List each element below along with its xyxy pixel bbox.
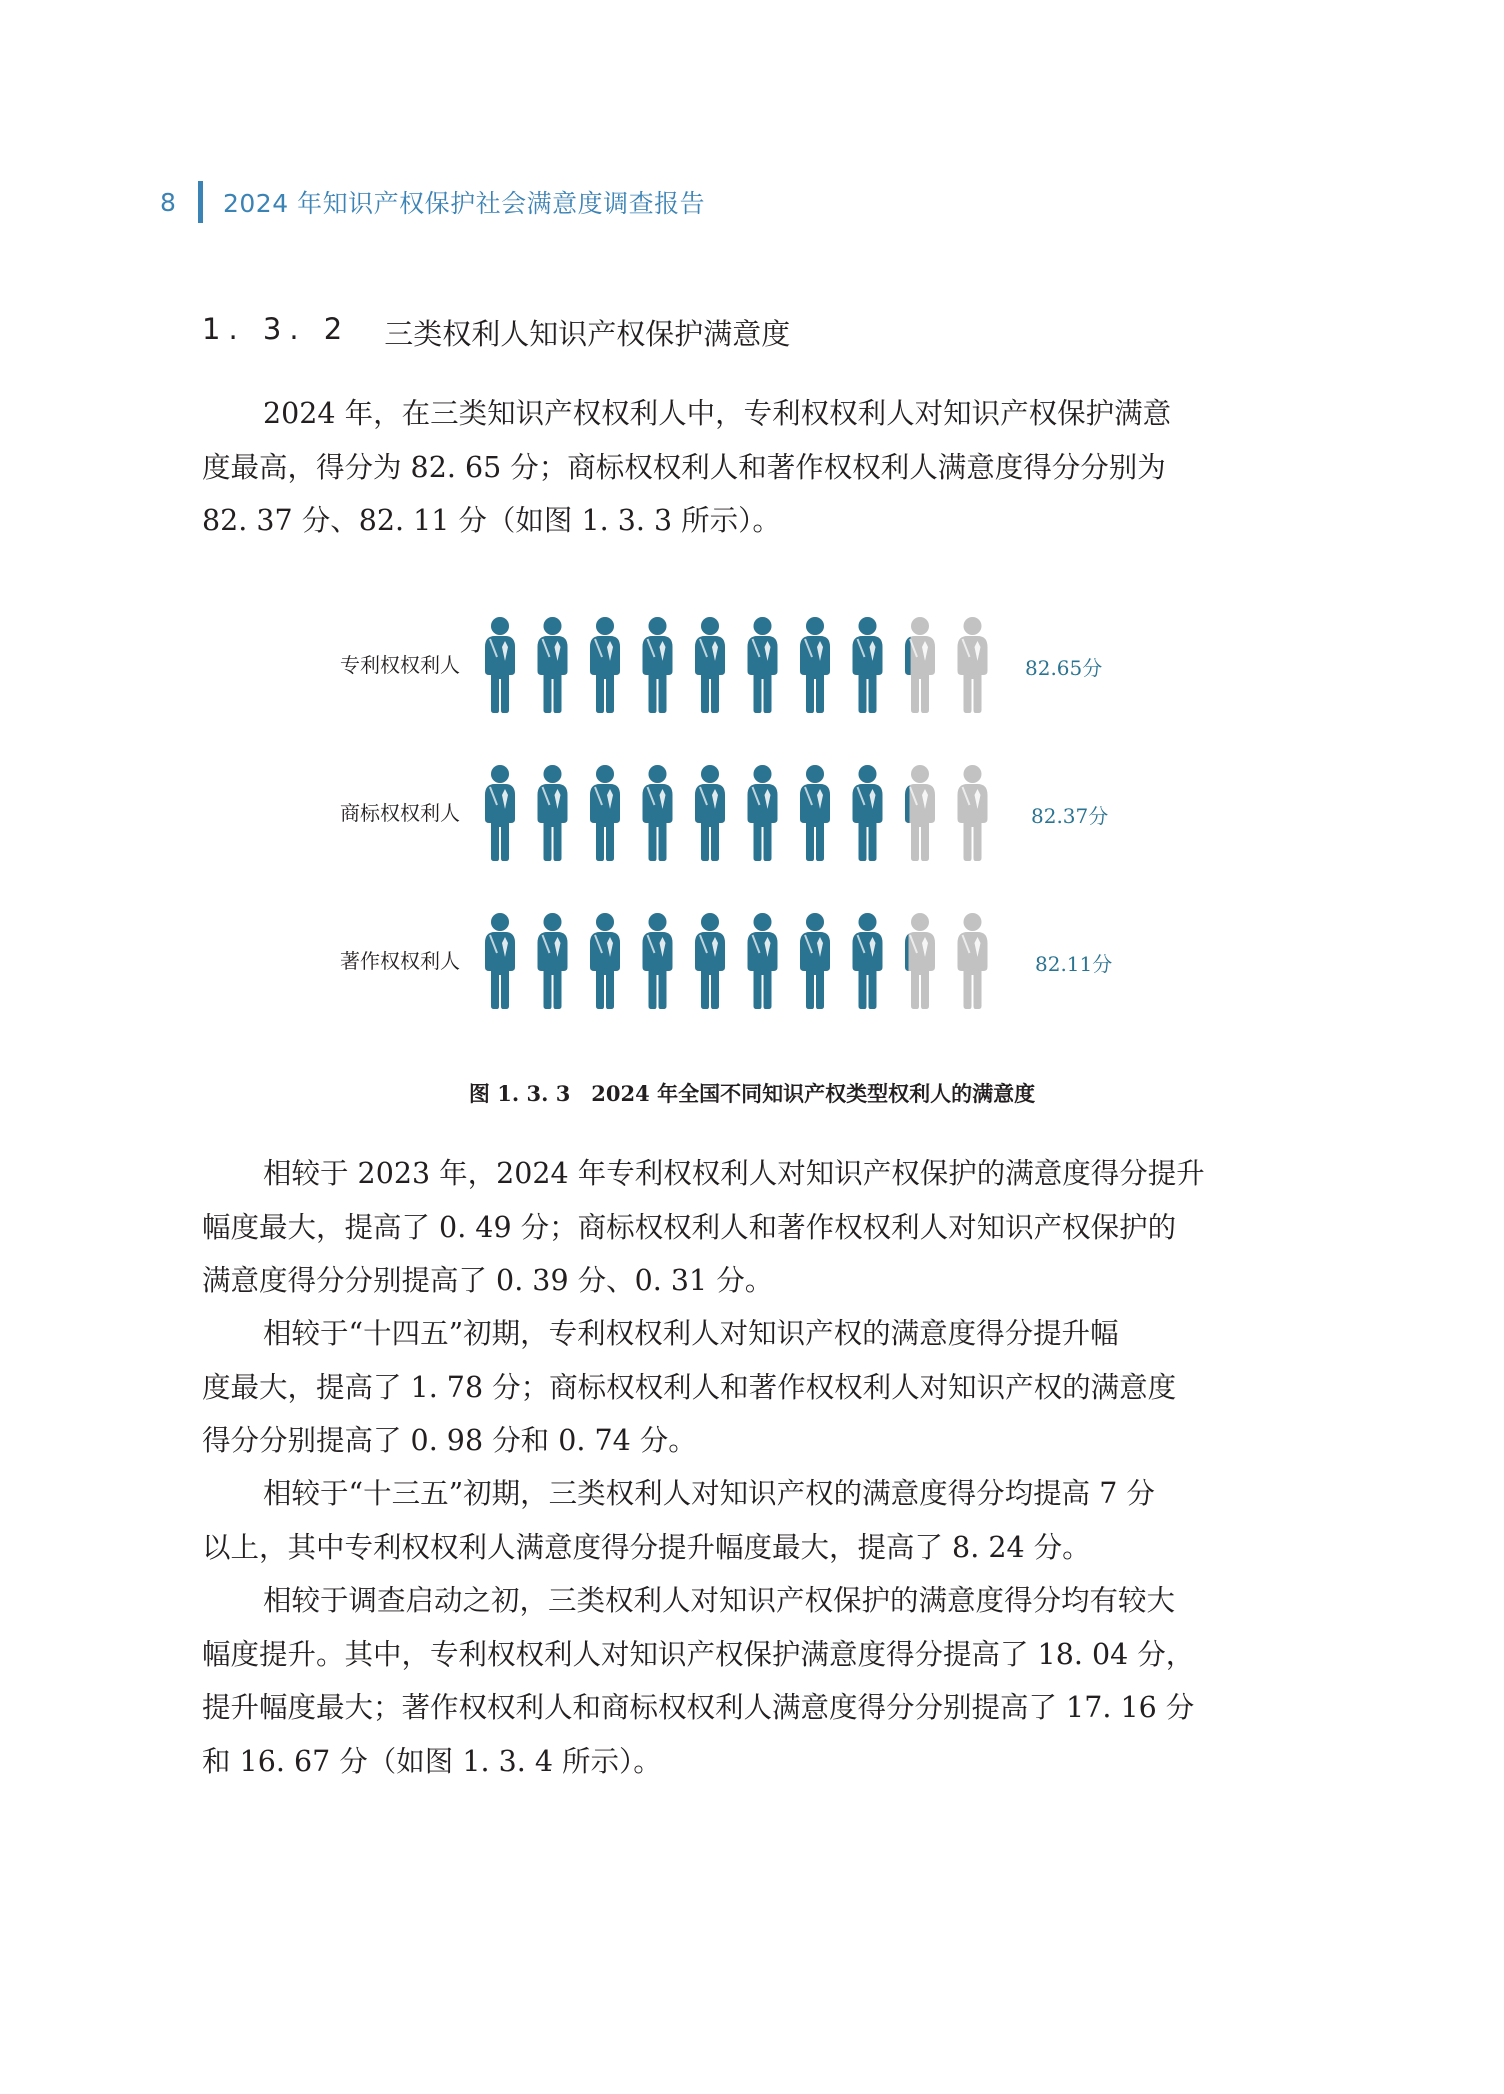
person-icon bbox=[853, 617, 883, 713]
section-number: 1. 3. 2 bbox=[202, 312, 351, 346]
person-icon bbox=[905, 913, 935, 1009]
person-icon bbox=[905, 765, 935, 861]
person-icon bbox=[643, 913, 673, 1009]
person-icon bbox=[590, 617, 620, 713]
intro-paragraph bbox=[202, 387, 1242, 548]
body-paragraph-3 bbox=[202, 1467, 1242, 1574]
paragraph-line: 以上，其中专利权权利人满意度得分提升幅度最大，提高了 8. 24 分。 bbox=[202, 1530, 1091, 1564]
report-title: 2024 年知识产权保护社会满意度调查报告 bbox=[223, 189, 706, 218]
body-paragraph-4 bbox=[202, 1574, 1242, 1788]
value-label: 82.65分 bbox=[1025, 656, 1103, 680]
satisfaction-pictogram-chart bbox=[300, 600, 1160, 1020]
person-icon bbox=[590, 913, 620, 1009]
paragraph-line: 提升幅度最大；著作权权利人和商标权权利人满意度得分分别提高了 17. 16 分 bbox=[202, 1691, 1195, 1724]
paragraph-line: 相较于 2023 年，2024 年专利权权利人对知识产权保护的满意度得分提升 bbox=[263, 1157, 1205, 1190]
person-icon bbox=[695, 765, 725, 861]
person-icon bbox=[485, 913, 515, 1009]
section-heading bbox=[202, 312, 790, 353]
person-icon bbox=[800, 765, 830, 861]
person-icon bbox=[748, 765, 778, 861]
person-icon bbox=[748, 913, 778, 1009]
person-icon bbox=[485, 617, 515, 713]
person-icon bbox=[538, 765, 568, 861]
paragraph-line: 得分分别提高了 0. 98 分和 0. 74 分。 bbox=[202, 1424, 697, 1457]
person-icon bbox=[958, 913, 988, 1009]
running-header bbox=[160, 180, 705, 224]
category-label: 著作权权利人 bbox=[340, 949, 460, 973]
paragraph-line: 度最大，提高了 1. 78 分；商标权权利人和著作权权利人对知识产权的满意度 bbox=[202, 1370, 1177, 1404]
person-icon bbox=[538, 617, 568, 713]
paragraph-line: 相较于“十四五”初期，专利权权利人对知识产权的满意度得分提升幅 bbox=[263, 1317, 1119, 1350]
paragraph-line: 2024 年，在三类知识产权权利人中，专利权权利人对知识产权保护满意 bbox=[263, 397, 1172, 430]
page-number: 8 bbox=[160, 187, 176, 217]
person-icon bbox=[905, 617, 935, 713]
person-icon bbox=[748, 617, 778, 713]
person-icon bbox=[800, 913, 830, 1009]
person-icon bbox=[958, 765, 988, 861]
person-icon bbox=[800, 617, 830, 713]
category-label: 商标权权利人 bbox=[340, 801, 460, 825]
body-paragraph-2 bbox=[202, 1307, 1242, 1468]
category-label: 专利权权利人 bbox=[340, 653, 460, 677]
paragraph-line: 幅度最大，提高了 0. 49 分；商标权权利人和著作权权利人对知识产权保护的 bbox=[202, 1210, 1177, 1244]
paragraph-line: 82. 37 分、82. 11 分（如图 1. 3. 3 所示）。 bbox=[202, 504, 781, 537]
body-paragraph-1 bbox=[202, 1147, 1242, 1308]
person-icon bbox=[643, 765, 673, 861]
paragraph-line: 幅度提升。其中，专利权权利人对知识产权保护满意度得分提高了 18. 04 分， bbox=[202, 1637, 1195, 1671]
person-icon bbox=[695, 913, 725, 1009]
person-icon bbox=[538, 913, 568, 1009]
value-label: 82.37分 bbox=[1031, 804, 1109, 828]
section-title: 三类权利人知识产权保护满意度 bbox=[384, 317, 791, 351]
paragraph-line: 相较于调查启动之初，三类权利人对知识产权保护的满意度得分均有较大 bbox=[263, 1584, 1176, 1617]
chart-svg bbox=[300, 600, 1160, 1020]
person-icon bbox=[590, 765, 620, 861]
person-icon bbox=[958, 617, 988, 713]
paragraph-line: 和 16. 67 分（如图 1. 3. 4 所示）。 bbox=[202, 1744, 662, 1778]
header-rule bbox=[198, 181, 203, 223]
person-icon bbox=[853, 765, 883, 861]
paragraph-line: 相较于“十三五”初期，三类权利人对知识产权的满意度得分均提高 7 分 bbox=[263, 1477, 1155, 1510]
person-icon bbox=[695, 617, 725, 713]
person-icon bbox=[485, 765, 515, 861]
figure-caption: 图 1. 3. 3 2024 年全国不同知识产权类型权利人的满意度 bbox=[468, 1081, 1036, 1106]
value-label: 82.11分 bbox=[1035, 952, 1113, 976]
paragraph-line: 满意度得分分别提高了 0. 39 分、0. 31 分。 bbox=[202, 1264, 774, 1297]
person-icon bbox=[853, 913, 883, 1009]
paragraph-line: 度最高，得分为 82. 65 分；商标权权利人和著作权权利人满意度得分分别为 bbox=[202, 450, 1166, 484]
person-icon bbox=[643, 617, 673, 713]
